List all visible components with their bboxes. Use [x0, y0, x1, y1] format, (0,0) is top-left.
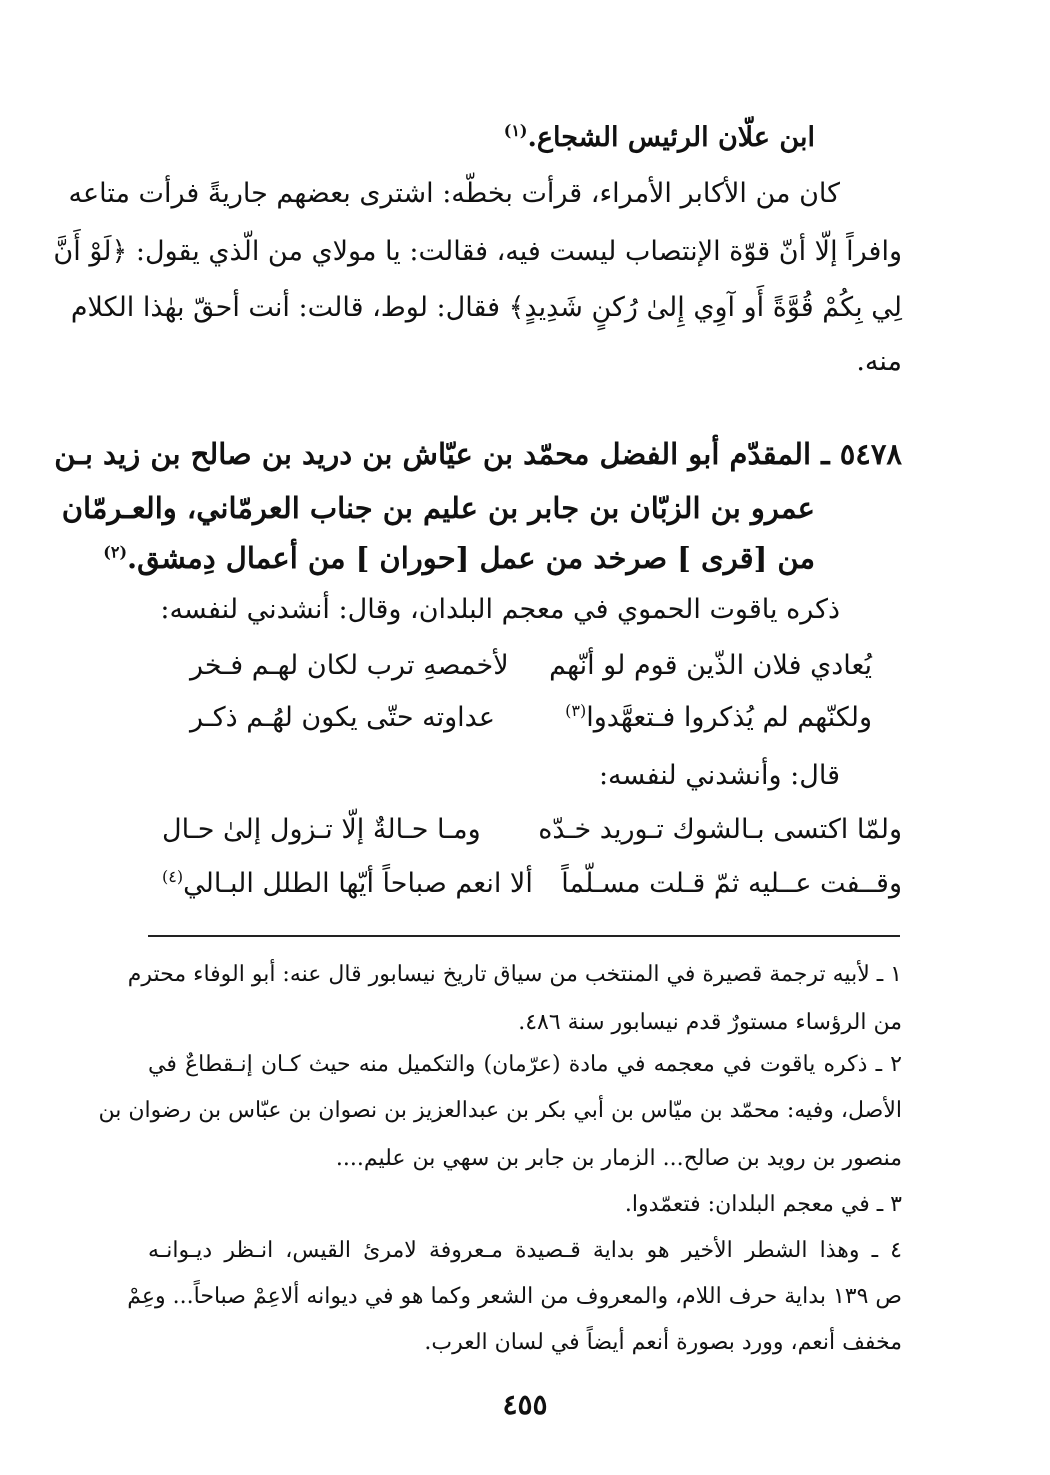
- footnote-ref-1: (١): [503, 121, 528, 140]
- entry-heading-line: عمرو بن الزبّان بن جابر بن عليم بن جناب العرمّاني، والعـرمّان: [61, 491, 815, 525]
- footnote-line: ص ١٣٩ بداية حرف اللام، والمعروف من الشعر وكما هو في ديوانه ألاعِمْ صباحاً... وعِمْ: [127, 1284, 902, 1309]
- footnote-ref-3: (٣): [565, 701, 587, 720]
- paragraph-line: كان من الأكابر الأمراء، قرأت بخطّه: اشترى بعضهم جاريةً فرأت متاعه: [68, 178, 840, 209]
- footnote-line: منصور بن رويد بن صالح... الزمار بن جابر بن سهي بن عليم....: [335, 1146, 902, 1171]
- footnote-line: ٢ ـ ذكره ياقوت في معجمه في مادة (عرّمان) والتكميل منه حيث كـان إنـقطاعٌ في: [148, 1052, 902, 1077]
- entry-title: [148, 120, 815, 156]
- verse-first-hemistich: [565, 700, 872, 736]
- paragraph-line: منه.: [856, 346, 902, 377]
- verse-first-hemistich: وقــفت عــليه ثمّ قـلت مسـلّماً: [561, 868, 902, 899]
- verse-second-hemistich: عداوته حتّى يكون لهُـم ذكـر: [190, 702, 495, 733]
- footnote-line: ٣ ـ في معجم البلدان: فتعمّدوا.: [624, 1192, 902, 1217]
- entry-title-text: ابن علّان الرئيس الشجاع.: [527, 122, 815, 153]
- footnote-line: ١ ـ لأبيه ترجمة قصيرة في المنتخب من سياق تاريخ نيسابور قال عنه: أبو الوفاء محترم: [127, 962, 902, 987]
- footnote-line: ٤ ـ وهذا الشطر الأخير هو بداية قـصيدة مـعروفة لامرئ القيس، انـظر ديـوانـه: [148, 1238, 902, 1263]
- paragraph-line: لِي بِكُمْ قُوَّةً أَو آوِي إِلىٰ رُكنٍ شَدِيدٍ﴾ فقال: لوط، قالت: أنت أحقّ بهٰذا الكلام: [70, 292, 902, 323]
- footnote-line: الأصل، وفيه: محمّد بن ميّاس بن أبي بكر بن عبدالعزيز بن نصوان بن عبّاس بن رضوان بن: [98, 1098, 902, 1123]
- footnote-ref-4: (٤): [162, 867, 184, 886]
- entry-heading-line: ٥٤٧٨ ـ المقدّم أبو الفضل محمّد بن عيّاش بن دريد بن صالح بن زيد بـن: [54, 437, 902, 471]
- entry-heading-line: [103, 540, 815, 576]
- verse-text: ولكنّهم لم يُذكروا فـتعهَّدوا: [586, 702, 872, 733]
- footnote-separator: [148, 935, 900, 937]
- verse-second-hemistich: لأخمصهِ ترب لكان لهـم فـخر: [190, 650, 509, 681]
- verse-first-hemistich: يُعادي فلان الذّين قوم لو أنّهم: [549, 650, 872, 681]
- footnote-ref-2: (٢): [103, 542, 128, 562]
- intro-line: ذكره ياقوت الحموي في معجم البلدان، وقال: أنشدني لنفسه:: [160, 594, 840, 625]
- intro-line: قال: وأنشدني لنفسه:: [598, 760, 840, 791]
- verse-text: ألا انعم صباحاً أيّها الطلل البـالي: [183, 868, 533, 899]
- paragraph-line: وافراً إلّا أنّ قوّة الإنتصاب ليست فيه، فقالت: يا مولاي من الّذي يقول: ﴿لَوْ أَنَّ: [53, 236, 902, 267]
- verse-second-hemistich: [162, 866, 533, 902]
- verse-first-hemistich: ولمّا اكتسى بـالشوك تـوريد خـدّه: [538, 814, 902, 845]
- verse-second-hemistich: ومـا حـالةٌ إلّا تـزول إلىٰ حـال: [162, 814, 481, 845]
- entry-heading-text: من [قرى ] صرخد من عمل [حوران ] من أعمال دِمشق.: [127, 541, 815, 575]
- page-number: ٤٥٥: [502, 1388, 548, 1421]
- footnote-line: من الرؤساء مستورٌ قدم نيسابور سنة ٤٨٦.: [518, 1010, 902, 1035]
- footnote-line: مخفف أنعم، وورد بصورة أنعم أيضاً في لسان العرب.: [424, 1330, 902, 1355]
